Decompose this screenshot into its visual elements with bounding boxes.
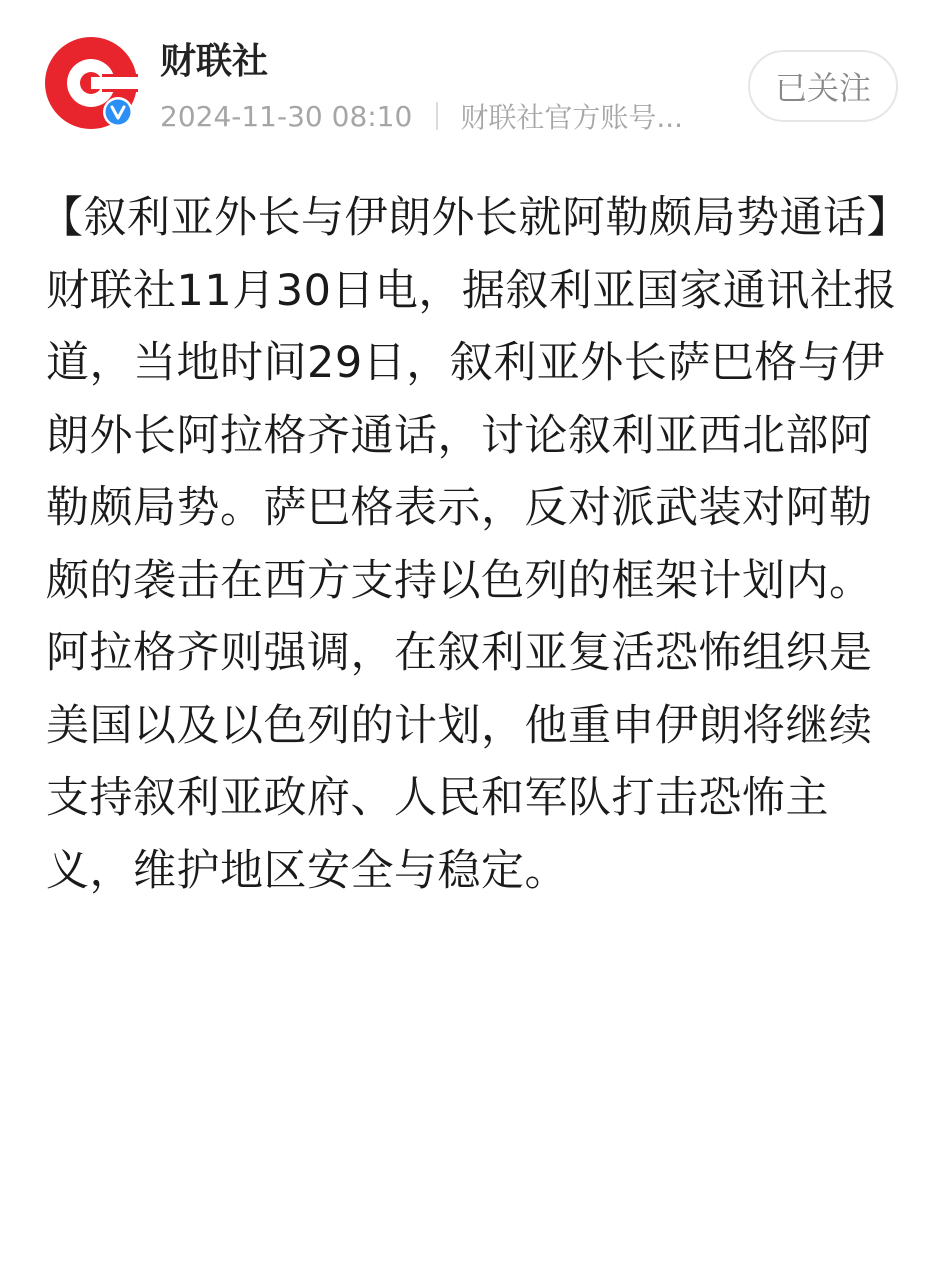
post-body bbox=[40, 182, 906, 907]
post-source[interactable]: 财联社官方账号... bbox=[460, 101, 684, 134]
post-text: 【叙利亚外长与伊朗外长就阿勒颇局势通话】财联社11月30日电，据叙利亚国家通讯社报道，当地时间29日，叙利亚外长萨巴格与伊朗外长阿拉格齐通话，讨论叙利亚西北部阿勒颇局势。萨巴格表示，反对派武装对阿勒颇的袭击在西方支持以色列的框架计划内。阿拉格齐则强调，在叙利亚复活恐怖组织是美国以及以色列的计划，他重申伊朗将继续支持叙利亚政府、人民和军队打击恐怖主义，维护地区安全与稳定。 bbox=[40, 193, 897, 896]
follow-button[interactable]: 已关注 bbox=[748, 50, 898, 122]
post-meta bbox=[160, 96, 683, 136]
verified-badge-icon bbox=[102, 96, 134, 128]
account-name[interactable]: 财联社 bbox=[160, 41, 269, 82]
post-header bbox=[0, 0, 944, 150]
post-timestamp: 2024-11-30 08:10 bbox=[160, 99, 413, 133]
meta-divider bbox=[436, 102, 438, 130]
